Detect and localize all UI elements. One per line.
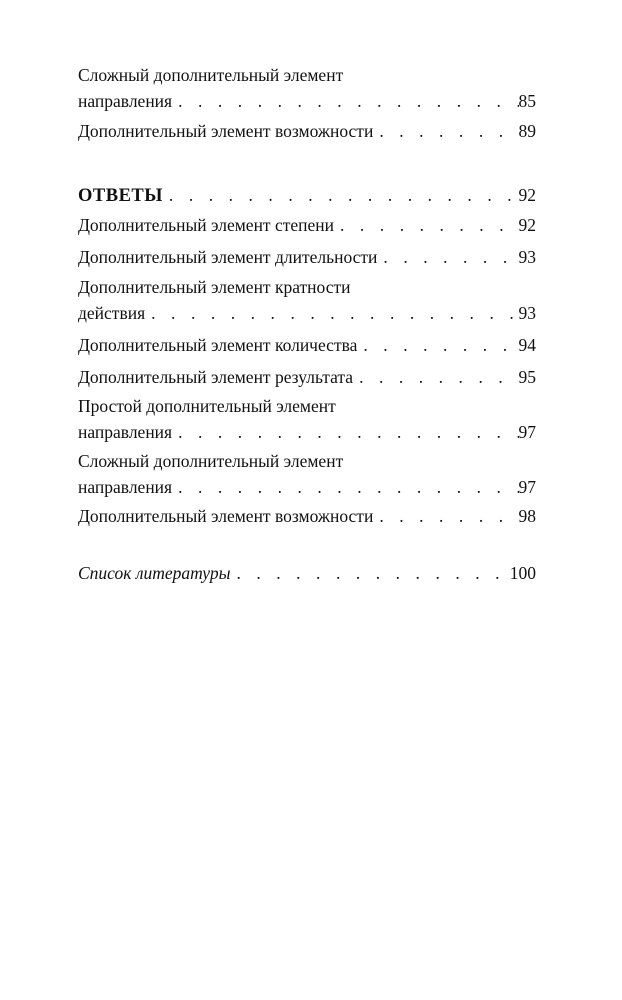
table-of-contents <box>78 62 536 586</box>
dot-leader <box>172 474 518 500</box>
toc-entry-title: Список литературы <box>78 563 231 583</box>
toc-entry-title: Дополнительный элемент длительности <box>78 247 378 267</box>
toc-entry-title-line: Сложный дополнительный элемент <box>78 65 344 85</box>
toc-entry <box>78 448 536 500</box>
toc-page-number: 94 <box>518 335 536 355</box>
toc-entry <box>78 364 536 390</box>
toc-entry <box>78 503 536 529</box>
toc-entry <box>78 212 536 238</box>
toc-entry-title: Дополнительный элемент количества <box>78 335 358 355</box>
toc-entry-title-line: Сложный дополнительный элемент <box>78 451 344 471</box>
toc-page-number: 89 <box>518 121 536 141</box>
toc-page-number: 98 <box>518 506 536 526</box>
toc-entry-title-line: направления <box>78 91 173 111</box>
toc-entry-title-line: направления <box>78 422 173 442</box>
dot-leader <box>353 364 518 390</box>
toc-page-number: 92 <box>518 215 536 235</box>
toc-entry-bibliography <box>78 560 536 586</box>
toc-entry-title-line: Дополнительный элемент кратности <box>78 277 351 297</box>
toc-page-number: 95 <box>518 367 536 387</box>
toc-entry <box>78 244 536 270</box>
toc-page-number: 97 <box>518 477 536 497</box>
toc-page-number: 93 <box>518 247 536 267</box>
toc-entry <box>78 274 536 326</box>
dot-leader <box>377 244 518 270</box>
dot-leader <box>172 88 518 114</box>
toc-section-title: ОТВЕТЫ <box>78 186 163 206</box>
toc-entry <box>78 393 536 445</box>
toc-entry-title-line: Простой дополнительный элемент <box>78 396 336 416</box>
toc-section-heading <box>78 182 536 209</box>
dot-leader <box>163 182 519 208</box>
dot-leader <box>373 503 518 529</box>
dot-leader <box>357 332 518 358</box>
toc-entry-title-line: направления <box>78 477 173 497</box>
toc-entry-title-line: действия <box>78 303 146 323</box>
dot-leader <box>145 300 518 326</box>
toc-page-number: 93 <box>518 303 536 323</box>
dot-leader <box>230 560 509 586</box>
toc-page-number: 92 <box>518 185 536 205</box>
toc-page-number: 85 <box>518 91 536 111</box>
toc-page-number: 100 <box>509 563 536 583</box>
toc-entry-title: Дополнительный элемент степени <box>78 215 334 235</box>
toc-entry-title: Дополнительный элемент возможности <box>78 506 374 526</box>
toc-entry <box>78 62 536 114</box>
toc-entry <box>78 118 536 144</box>
toc-page-number: 97 <box>518 422 536 442</box>
dot-leader <box>334 212 519 238</box>
toc-entry <box>78 332 536 358</box>
dot-leader <box>373 118 518 144</box>
toc-entry-title: Дополнительный элемент возможности <box>78 121 374 141</box>
dot-leader <box>172 419 518 445</box>
toc-entry-title: Дополнительный элемент результата <box>78 367 354 387</box>
